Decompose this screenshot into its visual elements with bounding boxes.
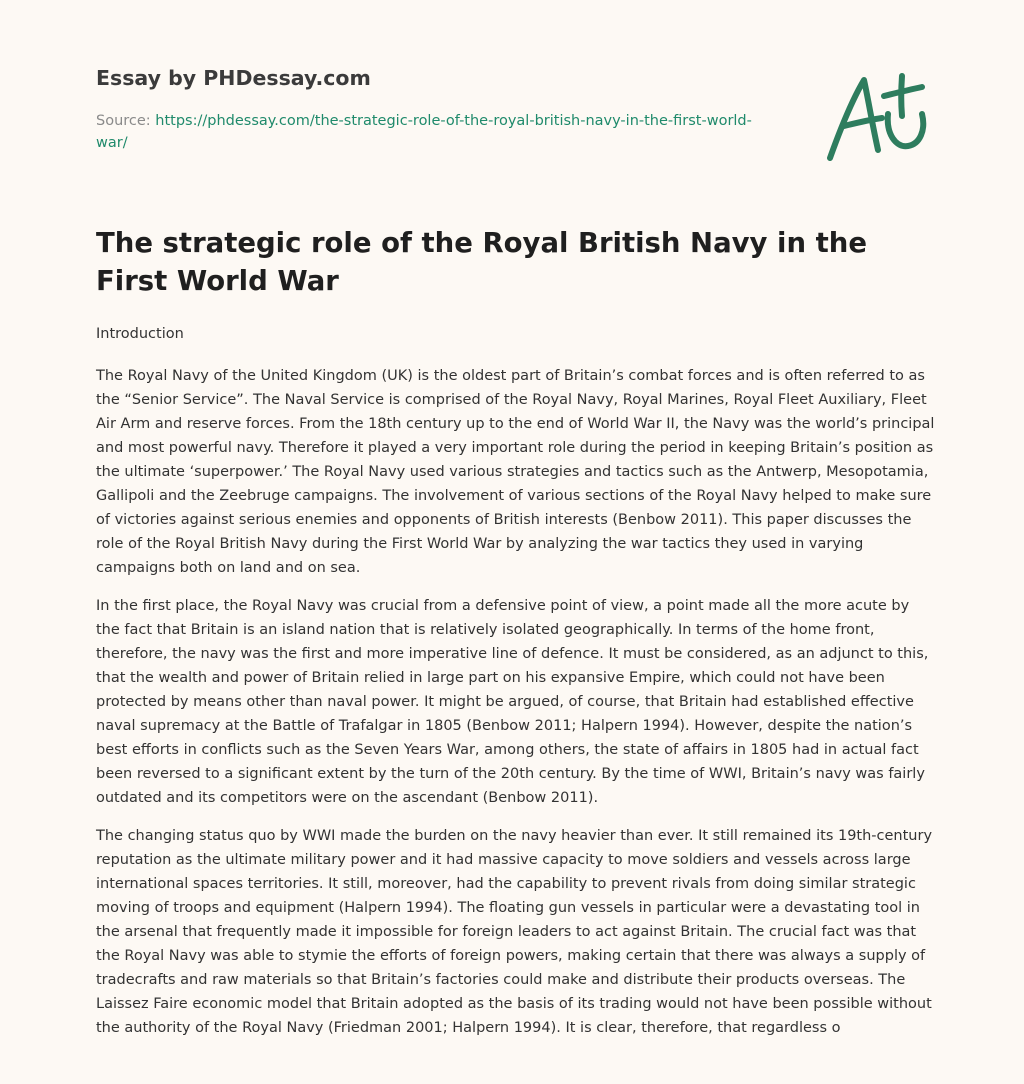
section-heading-introduction: Introduction: [96, 326, 184, 342]
paragraph: In the first place, the Royal Navy was crucial from a defensive point of view, a point made all the more acute by the fact that Britain is an island nation that is relatively isolated geographically. In terms of the home front, therefore, the navy was the first and more imperative line of defence. It must be considered, as an adjunct to this, that the wealth and power of Britain relied in large part on his expansive Empire, which could not have been protected by means other than naval power. It might be argued, of course, that Britain had established effective naval supremacy at the Battle of Trafalgar in 1805 (Benbow 2011; Halpern 1994). However, despite the nation’s best efforts in conflicts such as the Seven Years War, among others, the state of affairs in 1805 had in actual fact been reversed to a significant extent by the turn of the 20th century. By the time of WWI, Britain’s navy was fairly outdated and its competitors were on the ascendant (Benbow 2011).: [96, 598, 929, 806]
source-label: Source:: [96, 113, 156, 129]
paragraph: The Royal Navy of the United Kingdom (UK) is the oldest part of Britain’s combat forces and is often referred to as the “Senior Service”. The Naval Service is comprised of the Royal Navy, Royal Marines, Royal Fleet Auxiliary, Fleet Air Arm and reserve forces. From the 18th century up to the end of World War II, the Navy was the world’s principal and most powerful navy. Therefore it played a very important role during the period in keeping Britain’s position as the ultimate ‘superpower.’ The Royal Navy used various strategies and tactics such as the Antwerp, Mesopotamia, Gallipoli and the Zeebruge campaigns. The involvement of various sections of the Royal Navy helped to make sure of victories against serious enemies and opponents of British interests (Benbow 2011). This paper discusses the role of the Royal British Navy during the First World War by analyzing the war tactics they used in varying campaigns both on land and on sea.: [96, 368, 935, 576]
paragraph: The changing status quo by WWI made the burden on the navy heavier than ever. It still remained its 19th-century reputation as the ultimate military power and it had massive capacity to move soldiers and vessels across large international spaces territories. It still, moreover, had the capability to prevent rivals from doing similar strategic moving of troops and equipment (Halpern 1994). The floating gun vessels in particular were a devastating tool in the arsenal that frequently made it impossible for foreign leaders to act against Britain. The crucial fact was that the Royal Navy was able to stymie the efforts of foreign powers, making certain that there was always a supply of tradecrafts and raw materials so that Britain’s factories could make and distribute their products overseas. The Laissez Faire economic model that Britain adopted as the basis of its trading would not have been possible without the authority of the Royal Navy (Friedman 2001; Halpern 1994). It is clear, therefore, that regardless o: [96, 828, 933, 1036]
source-line: [96, 110, 756, 154]
source-link[interactable]: https://phdessay.com/the-strategic-role-of-the-royal-british-navy-in-the-first-world-war/: [96, 113, 752, 151]
a-plus-logo-icon: [822, 68, 930, 166]
essay-title: The strategic role of the Royal British Navy in the First World War: [96, 227, 868, 297]
page-header: [96, 64, 756, 154]
site-brand: Essay by PHDessay.com: [96, 66, 371, 90]
essay-body: [96, 322, 936, 1054]
